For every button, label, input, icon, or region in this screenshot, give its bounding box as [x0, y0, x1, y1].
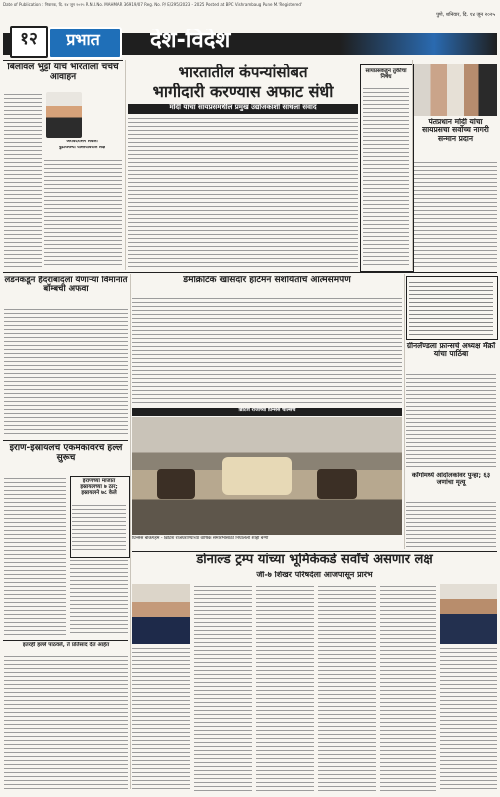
lead-headline-line2: भागीदारी करण्यास अफाट संधी [152, 83, 334, 101]
greenland-headline: ग्रीनलॅण्डला फ्रान्सचे अध्यक्ष मॅक्रॉ यांचा पाठिंबा [406, 342, 496, 359]
divider [3, 640, 128, 641]
lead-headline-line1: भारतातील कंपन्यांसोबत [178, 64, 308, 81]
iran-body [4, 476, 66, 636]
lovely-caption-title: पुढारलेल्या वास्तवावरील लक्ष [58, 146, 106, 150]
hyderabad-headline: लंडनकडून हैदराबादला येणाऱ्या विमानात बॉम्बची अफवा [4, 276, 128, 295]
trump-body-col4 [318, 584, 376, 792]
publication-meta: Date of Publication : निवारक, दि. १४ जून २०२५ R.N.I.No. MAHMAR 36919/07 Reg. No. P/ E/295/2023 - 2025 Posted at BPC Vishrambaug Pune M.'Registered' [3, 2, 303, 7]
notice-body [409, 280, 493, 335]
bhutto-body-col2 [44, 158, 122, 268]
lead-body [128, 116, 358, 268]
lovely-caption-name: अरविंदरसिंग लवली [66, 140, 98, 144]
parade-photo [132, 417, 402, 535]
iran-body-2 [70, 558, 128, 636]
cyprus-box-title: सायप्रसकडून तुर्कीचा निषेध [365, 68, 407, 81]
iran-side-title: इराणच्या माजात इस्रायलच्या ७ ठार; इस्रायलने ७८ केले [80, 478, 118, 497]
divider [3, 440, 128, 441]
bhutto-body-col1 [4, 92, 42, 268]
column-rule [125, 60, 126, 270]
lovely-photo [46, 92, 82, 138]
trump-body-col2 [194, 584, 252, 792]
column-rule [130, 274, 131, 789]
hyderabad-body [4, 307, 128, 437]
column-rule [404, 274, 405, 549]
page-number: १२ [20, 30, 38, 49]
parade-caption: प्रिन्सेस बॅकिंगहॅम - ब्रिटिश राजघराण्याच्या वार्षिक समारंभासाठी निघालेली शाही बग्गी [132, 536, 269, 541]
trump-subtitle: जी-७ शिखर परिषदेला आजपासून प्रारंभ [256, 571, 373, 579]
trump-photo [132, 584, 190, 644]
section-title: देश-विदेश [150, 29, 231, 53]
bottom-left-body [4, 654, 128, 792]
lead-subtitle: मोदी यांचा सायप्रसमधील प्रमुख उद्योजकांशी साधला संवाद [128, 104, 358, 114]
honour-headline: पंतप्रधान मोदी यांचा सायप्रसचा सर्वोच्च नागरी सन्मान प्रदान [422, 118, 489, 143]
divider [3, 60, 123, 61]
cyprus-box-body [363, 86, 409, 268]
hortman-body [132, 296, 402, 406]
iran-side-body [72, 503, 126, 553]
bottom-left-headline: इतरही हल्ले पाठवले, ते प्रतिसाद देत आहेत [22, 642, 110, 648]
hortman-headline: डेमोक्रॅटिक खासदार हॉर्टमॅन संशयिताचे आत्मसमर्पण [183, 276, 351, 285]
divider [132, 551, 497, 552]
header-ornament [340, 33, 497, 55]
trump-headline: डोनाल्ड ट्रम्प यांच्या भूमिकेकडे सर्वांचे असणार लक्ष [196, 553, 433, 567]
iran-headline: इराण-इस्रायलचे एकमेकांवरचे हल्ले सुरूच [9, 444, 123, 463]
greenland-body [406, 372, 496, 468]
divider [3, 272, 497, 273]
modi-photo [414, 64, 497, 116]
honour-body [414, 160, 497, 268]
date-line: पुणे, शनिवार, दि. १४ जून २०२५ [436, 12, 495, 18]
trump-body-col6 [440, 646, 497, 792]
congo-body [406, 500, 496, 548]
trump-body-col1 [132, 646, 190, 792]
congo-headline: काँगोमध्ये आंदोलकांवर पुन्हा; ६३ जणांचा मृत्यू [411, 472, 491, 487]
masthead-text: प्रभात [66, 31, 100, 49]
g7-photo [440, 584, 497, 644]
parade-strip-title: ब्रिटिश राजाच्या प्रिन्सेस चार्ल्सचे [238, 408, 296, 413]
column-rule [412, 60, 413, 270]
bhutto-headline: बिलावल भुट्टो यांचे भारताला चर्चेचे आवाहन [7, 63, 119, 82]
trump-body-col3 [256, 584, 314, 792]
trump-body-col5 [380, 584, 436, 792]
